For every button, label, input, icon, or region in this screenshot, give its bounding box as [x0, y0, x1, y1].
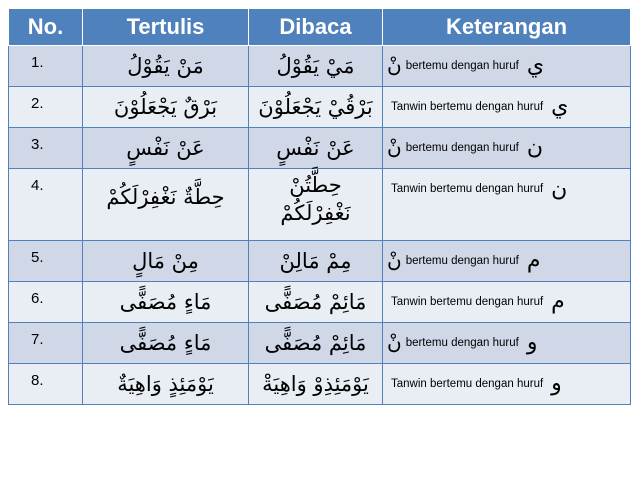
- description-text: bertemu dengan huruf: [405, 336, 519, 349]
- description: [383, 364, 630, 403]
- written-text: بَرْقٌ يَجْعَلُوْنَ: [113, 95, 218, 119]
- nun-sukun-glyph: نْ: [387, 55, 402, 77]
- header-keterangan: Keterangan: [383, 9, 631, 46]
- read-text: مَيْ يَقُوْلُ: [276, 54, 355, 78]
- description-text: Tanwin bertemu dengan huruf: [391, 377, 544, 390]
- nun-sukun-glyph: نْ: [387, 250, 402, 272]
- description-text: Tanwin bertemu dengan huruf: [391, 183, 544, 195]
- written-text: مَنْ يَقُوْلُ: [127, 54, 204, 78]
- table-row: [9, 169, 631, 241]
- header-tertulis: Tertulis: [83, 9, 249, 46]
- letter-glyph: م: [551, 289, 565, 314]
- row-number: 5.: [31, 249, 44, 266]
- description: [383, 169, 630, 209]
- written-text: حِطَّةٌ نَغْفِرْلَكُمْ: [106, 185, 225, 209]
- row-number: 2.: [31, 95, 44, 112]
- row-number: 1.: [31, 54, 44, 71]
- description: [383, 282, 630, 321]
- row-number: 7.: [31, 331, 44, 348]
- description-text: bertemu dengan huruf: [405, 254, 519, 267]
- read-text: مَائِمْ مُصَفًّى: [264, 331, 367, 355]
- letter-glyph: ن: [526, 135, 544, 160]
- nun-sukun-glyph: نْ: [387, 332, 402, 354]
- table-row: [9, 323, 631, 364]
- read-text: بَرْقُيْ يَجْعَلُوْنَ: [258, 95, 373, 119]
- description-text: Tanwin bertemu dengan huruf: [391, 100, 544, 113]
- letter-glyph: ن: [551, 176, 568, 202]
- header-no: No.: [9, 9, 83, 46]
- description-text: Tanwin bertemu dengan huruf: [391, 295, 544, 308]
- letter-glyph: و: [526, 330, 538, 355]
- description: [383, 241, 630, 280]
- idgham-table: [8, 8, 631, 405]
- table-row: [9, 364, 631, 405]
- written-text: مَاءٍ مُصَفًّى: [119, 290, 212, 314]
- table-row: [9, 87, 631, 128]
- description-text: bertemu dengan huruf: [405, 59, 519, 72]
- read-text: حِطَّتُنْ نَغْفِرْلَكُمْ: [280, 173, 351, 226]
- read-text: عَنْ نَفْسٍ: [276, 136, 355, 160]
- table-row: [9, 46, 631, 87]
- row-number: 4.: [31, 177, 44, 194]
- written-text: مِنْ مَالٍ: [132, 249, 199, 273]
- table-row: [9, 128, 631, 169]
- read-text: مَائِمْ مُصَفًّى: [264, 290, 367, 314]
- header-dibaca: Dibaca: [249, 9, 383, 46]
- description: [383, 323, 630, 362]
- description-text: bertemu dengan huruf: [405, 141, 519, 154]
- written-text: مَاءٍ مُصَفًّى: [119, 331, 212, 355]
- description: [383, 87, 630, 126]
- header-row: [9, 9, 631, 46]
- table-row: [9, 241, 631, 282]
- row-number: 6.: [31, 290, 44, 307]
- table-row: [9, 282, 631, 323]
- letter-glyph: م: [526, 248, 541, 273]
- written-text: يَوْمَئِذٍ وَاهِيَةٌ: [117, 372, 214, 396]
- description: [383, 46, 630, 85]
- description: [383, 128, 630, 167]
- row-number: 3.: [31, 136, 44, 153]
- idgham-table-container: [8, 8, 630, 405]
- read-text: مِمْ مَالِنْ: [279, 249, 352, 273]
- letter-glyph: ي: [551, 94, 569, 119]
- row-number: 8.: [31, 372, 44, 389]
- nun-sukun-glyph: نْ: [387, 137, 402, 159]
- read-text: يَوْمَئِذِوْ وَاهِيَةْ: [262, 372, 369, 396]
- written-text: عَنْ نَفْسٍ: [126, 136, 205, 160]
- letter-glyph: و: [551, 371, 562, 396]
- letter-glyph: ي: [526, 53, 545, 78]
